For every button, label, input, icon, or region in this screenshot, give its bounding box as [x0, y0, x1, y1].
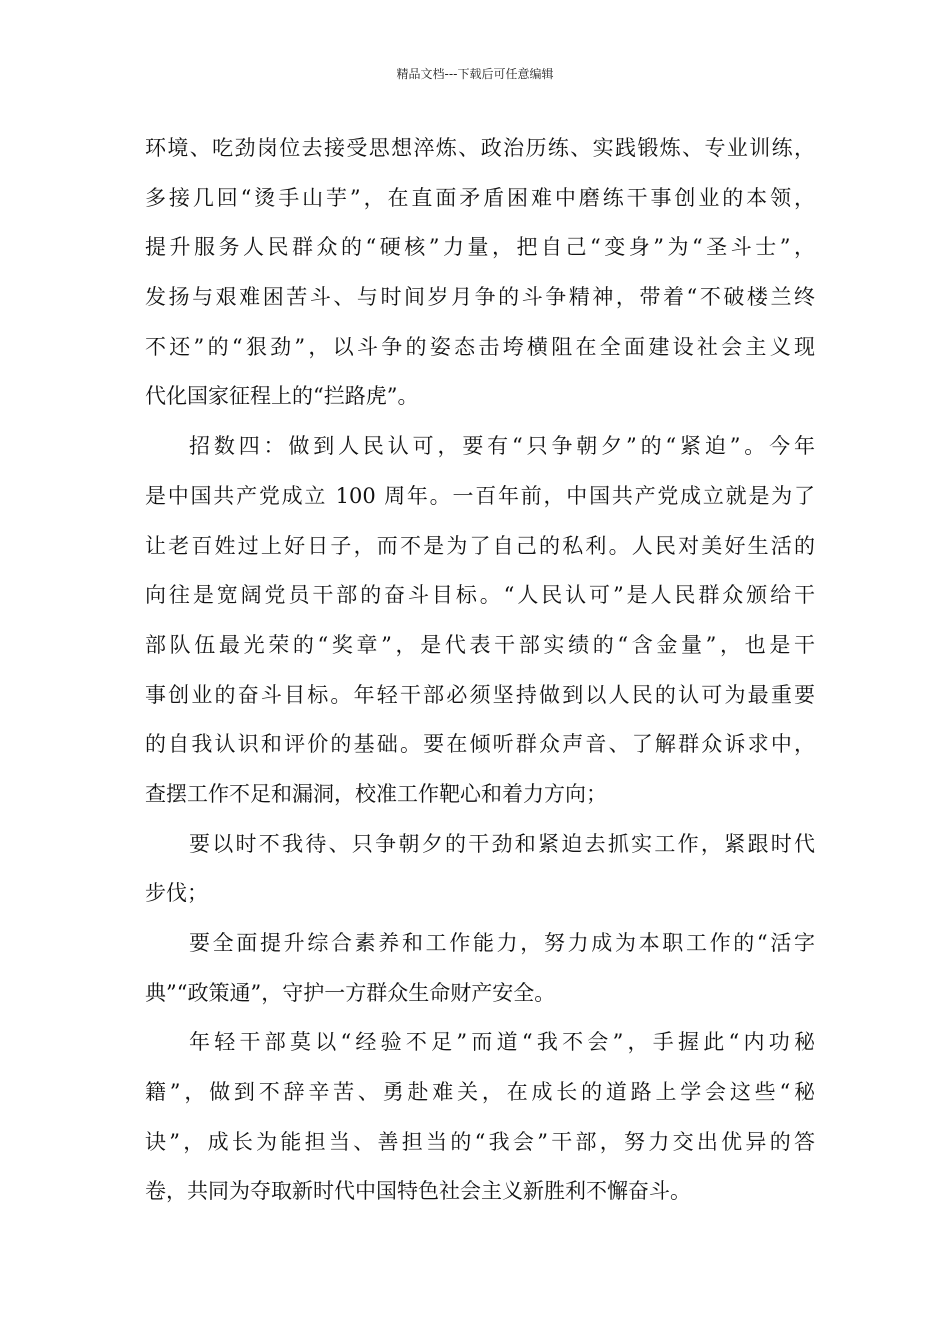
- text-line: 事创业的奋斗目标。年轻干部必须坚持做到以人民的认可为最重要: [145, 682, 815, 707]
- text-line: 查摆工作不足和漏洞，校准工作靶心和着力方向；: [145, 781, 607, 806]
- text-line: 代化国家征程上的“拦路虎”。: [145, 384, 419, 409]
- text-line: 多接几回“烫手山芋”，在直面矛盾困难中磨练干事创业的本领，: [145, 185, 815, 210]
- text-line: 卷，共同为夺取新时代中国特色社会主义新胜利不懈奋斗。: [145, 1179, 691, 1204]
- text-line: 诀”，成长为能担当、善担当的“我会”干部，努力交出优异的答: [145, 1129, 815, 1154]
- text-line: 典”“政策通”，守护一方群众生命财产安全。: [145, 980, 556, 1005]
- paragraph-5: [145, 1018, 815, 1217]
- paragraph-4: [145, 919, 815, 1018]
- text-line: 部队伍最光荣的“奖章”，是代表干部实绩的“含金量”，也是干: [145, 632, 815, 657]
- text-line: 要全面提升综合素养和工作能力，努力成为本职工作的“活字: [189, 931, 815, 955]
- text-line: 是中国共产党成立 100 周年。一百年前，中国共产党成立就是为了: [145, 483, 815, 508]
- paragraph-2: [145, 422, 815, 820]
- paragraph-3: [145, 820, 815, 919]
- text-line: 发扬与艰难困苦斗、与时间岁月争的斗争精神，带着“不破楼兰终: [145, 285, 815, 310]
- paragraph-1: [145, 124, 815, 422]
- text-line: 向往是宽阔党员干部的奋斗目标。“人民认可”是人民群众颁给干: [145, 583, 815, 608]
- text-line: 让老百姓过上好日子，而不是为了自己的私利。人民对美好生活的: [145, 533, 815, 558]
- text-line: 年轻干部莫以“经验不足”而道“我不会”，手握此“内功秘: [189, 1030, 815, 1055]
- text-line: 招数四：做到人民认可，要有“只争朝夕”的“紧迫”。今年: [189, 434, 815, 459]
- page-header: 精品文档---下载后可任意编辑: [396, 67, 554, 81]
- text-line: 籍”，做到不辞辛苦、勇赴难关，在成长的道路上学会这些“秘: [145, 1080, 815, 1105]
- text-line: 不还”的“狠劲”，以斗争的姿态击垮横阻在全面建设社会主义现: [145, 334, 815, 359]
- document-body: [145, 124, 815, 1217]
- text-line: 提升服务人民群众的“硬核”力量，把自己“变身”为“圣斗士”，: [145, 235, 815, 260]
- text-line: 步伐；: [145, 881, 208, 906]
- text-line: 的自我认识和评价的基础。要在倾听群众声音、了解群众诉求中，: [145, 732, 815, 757]
- text-line: 环境、吃劲岗位去接受思想淬炼、政治历练、实践锻炼、专业训练，: [145, 136, 815, 160]
- text-line: 要以时不我待、只争朝夕的干劲和紧迫去抓实工作，紧跟时代: [189, 831, 815, 856]
